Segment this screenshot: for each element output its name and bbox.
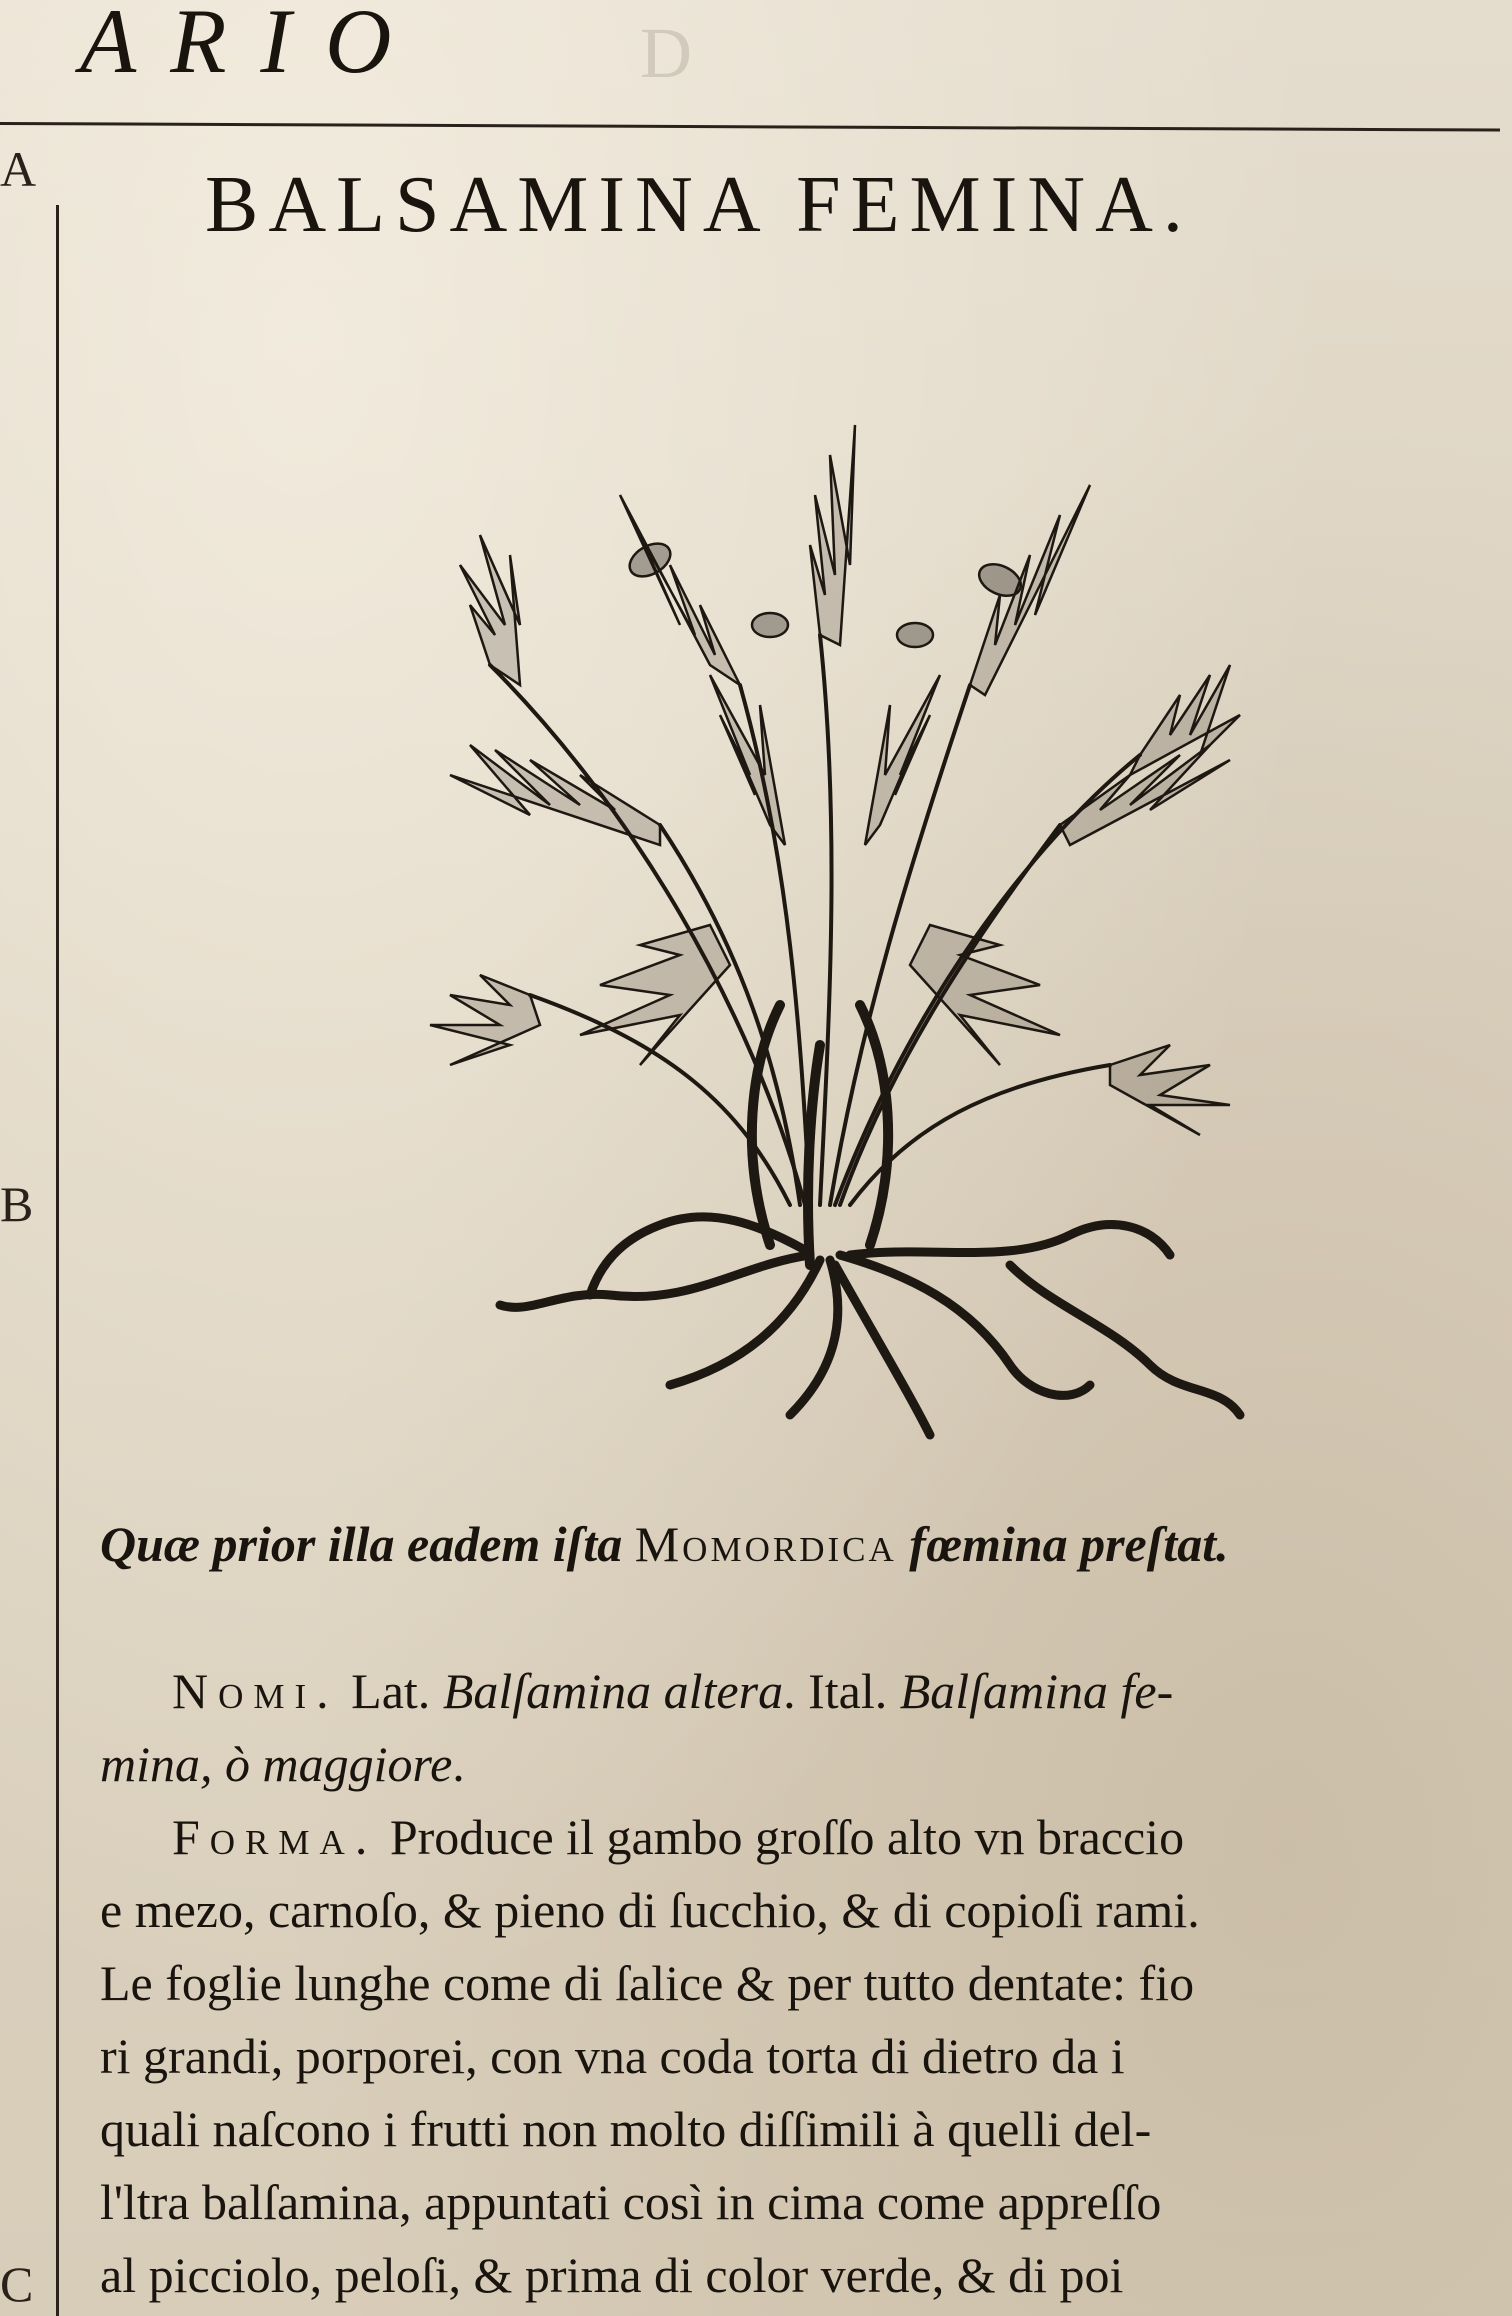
- paragraph-nomi: [100, 1655, 1495, 1728]
- ital-value-2: mina, ò maggiore: [100, 1736, 453, 1792]
- lat-label: Lat.: [338, 1663, 443, 1719]
- lat-value: Balſamina altera: [442, 1663, 784, 1719]
- forma-line-2: e mezo, carnoſo, & pieno di ſucchio, & di copioſi rami.: [100, 1882, 1200, 1938]
- figure-caption: [100, 1515, 1480, 1573]
- margin-letter-b: B: [0, 1176, 34, 1232]
- running-head: ARIO: [80, 0, 426, 92]
- section-head-forma: Forma.: [172, 1809, 378, 1865]
- caption-text-2: fœmina preſtat.: [896, 1516, 1229, 1572]
- page-title: BALSAMINA FEMINA.: [205, 161, 1193, 249]
- forma-line-7: al picciolo, peloſi, & prima di color verde, & di poi: [100, 2247, 1124, 2303]
- forma-line-5: quali naſcono i frutti non molto diſſimili à quelli del-: [100, 2101, 1152, 2157]
- caption-text-1: Quæ prior illa eadem iſta: [100, 1516, 635, 1572]
- forma-line-3: Le foglie lunghe come di ſalice & per tutto dentate: fio: [100, 1955, 1195, 2011]
- plant-woodcut-illustration: [410, 305, 1250, 1485]
- margin-letter-c: C: [0, 2256, 34, 2312]
- forma-line-1: [100, 1801, 1495, 1874]
- forma-line-6: l'ltra balſamina, appuntati così in cima come appreſſo: [100, 2174, 1162, 2230]
- caption-genus: Momordica: [634, 1516, 897, 1572]
- header-rule: [0, 122, 1500, 132]
- running-head-reverse: D: [640, 13, 722, 93]
- body-text: [100, 1655, 1495, 2312]
- paragraph-forma: [100, 1801, 1495, 2312]
- forma-text-1: Produce il gambo groſſo alto vn braccio: [377, 1809, 1185, 1865]
- forma-line-4: ri grandi, porporei, con vna coda torta di dietro da i: [100, 2028, 1125, 2084]
- paragraph-nomi-cont: [100, 1728, 1495, 1801]
- nomi-line-1: [172, 1655, 1495, 1728]
- ital-label: . Ital.: [783, 1663, 900, 1719]
- ital-value-1: Balſamina fe-: [899, 1663, 1174, 1719]
- section-head-nomi: Nomi.: [172, 1663, 339, 1719]
- nomi-end: .: [452, 1736, 465, 1792]
- column-rule: [56, 205, 59, 2316]
- nomi-line-2: [100, 1728, 1495, 1801]
- margin-letter-a: A: [0, 141, 37, 197]
